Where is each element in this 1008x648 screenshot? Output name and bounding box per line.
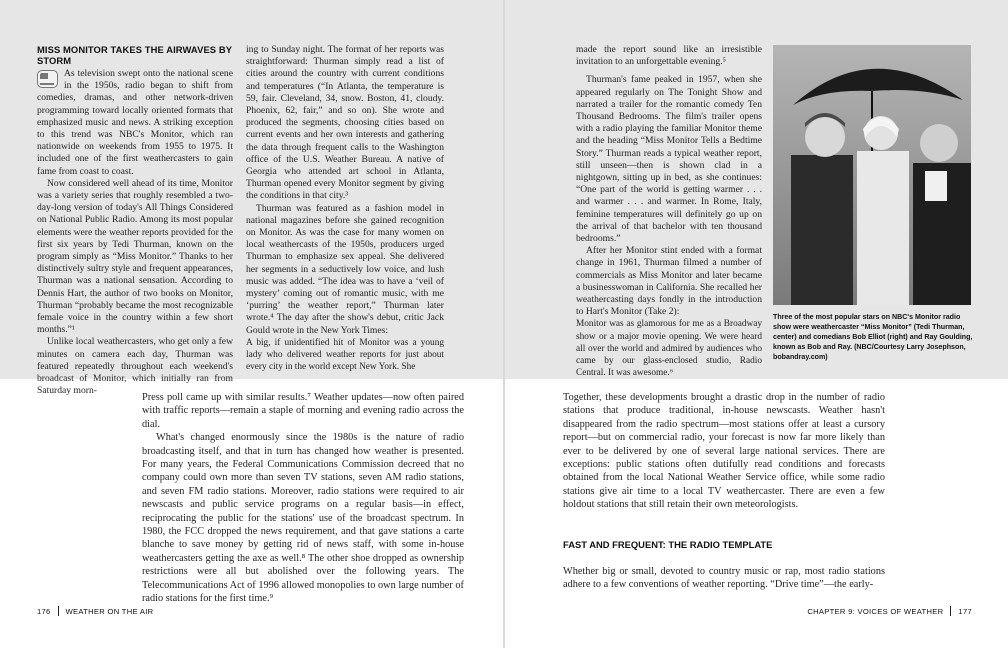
sidebar-paragraph: made the report sound like an irresistible invitation to an unforgettable evening.⁵	[576, 44, 762, 68]
running-head: CHAPTER 9: VOICES OF WEATHER	[807, 607, 944, 616]
page-number: 176	[37, 607, 51, 616]
running-head: WEATHER ON THE AIR	[65, 607, 154, 616]
body-paragraph: What's changed enormously since the 1980s is the nature of radio broadcasting itself, and that in turn has changed how weather is presented. For many years, the Federal Communications Commission decreed that no company could own more than seven TV stations, seven AM radio stations, and seven FM radio stations. Moreover, radio stations were required to air newscasts and public service programs on a regular basis—in effect, reciprocating the public for the stations' use of the broadcast spectrum. In 1980, the FCC dropped the news requirement, and that gave stations a carte blanche to save money by getting rid of news staff, with some in-house weathercasters getting the axe as well.⁸ The other shoe dropped as ownership restrictions were all but abolished over the following years. The Telecommunications Act of 1996 allowed monopolies to own large number of radio stations for the first time.⁹	[142, 432, 464, 605]
sidebar-paragraph: Thurman's fame peaked in 1957, when she appeared regularly on The Tonight Show and narrated a trailer for the romantic comedy Ten Thousand Bedrooms. The film's trailer opens with a radio playing the familiar Monitor theme and the heading “Miss Monitor Tells a Bedtime Story.” Thurman reads a typical weather report, still unseen—then is shown clad in a nightgown, sitting up in bed, as she continues: “One part of the world is getting warmer . . . and warmer . . . and warmer. In Rome, Italy, feminine temperatures will definitely go up on the arrival of that bachelor with ten thousand bedrooms.”	[576, 74, 762, 245]
left-page-body	[142, 391, 464, 606]
sidebar-paragraph: Now considered well ahead of its time, Monitor was a variety series that roughly resembled a two-day-long version of today's All Things Considered on National Public Radio. Among its most popular elements were the weather reports provided for the first six years by Tedi Thurman, known on the program simply as “Miss Monitor.” Thanks to her distinctively sultry style and frequent appearances, Thurman was a national sensation. According to Dennis Hart, the author of two books on Monitor, Thurman “probably became the most recognizable female voice in the country within a few short months.”¹	[37, 177, 233, 336]
right-page-body-continued	[563, 565, 885, 592]
sidebar-paragraph: As television swept onto the national scene in the 1950s, radio began to shift from comedies, dramas, and other network-driven programming toward locally oriented formats that emphasized music and news. A striking exception to this trend was NBC's Monitor, which ran nationwide on weekends from 1955 to 1975. It included one of the first weathercasters to gain fame from coast to coast.	[37, 68, 233, 177]
right-footer	[807, 606, 972, 616]
body-paragraph: Press poll came up with similar results.⁷ Weather updates—now often paired with traffic reports—remain a staple of morning and evening radio across the dial.	[142, 392, 464, 430]
page-number: 177	[958, 607, 972, 616]
footer-divider	[58, 606, 59, 616]
section-subhead: FAST AND FREQUENT: THE RADIO TEMPLATE	[563, 539, 773, 550]
body-paragraph: Together, these developments brought a drastic drop in the number of radio stations that produce traditional, in-house newscasts. Weather hasn't disappeared from the radio spectrum—most stations offer at least a cursory report—but on commercial radio, your forecast is now far more likely than ever to be delivered by one of several large national services. There are exceptions: public stations often dutifully read conditions and forecasts obtained from the local National Weather Service office, while some radio stations give air time to a local TV weathercaster. There are even a few holdout stations that still retain their own meteorologists.	[563, 392, 885, 511]
sidebar-column-1	[37, 68, 233, 397]
photo-caption: Three of the most popular stars on NBC's Monitor radio show were weathercaster “Miss Monitor” (Tedi Thurman, center) and comedians Bob Elliot (right) and Ray Goulding, known as Bob and Ray. (NBC/Courtesy Larry Josephson, bobandray.com)	[773, 313, 973, 361]
footer-divider	[950, 606, 951, 616]
sidebar-column-3	[576, 44, 762, 379]
historical-photo	[773, 45, 971, 305]
left-footer	[37, 606, 153, 616]
book-gutter	[503, 0, 505, 648]
sidebar-paragraph: Thurman was featured as a fashion model in national magazines before she gained recognition on Monitor. As was the case for many women on local weathercasts of the 1950s, producers urged Thurman to emphasize sex appeal. She delivered her segments in a seductively low voice, and lush music was added. “The idea was to have a ‘veil of mystery’ coming out of romantic music, with me ‘purring’ the weather report,” Thurman later wrote.⁴ The day after the show's debut, critic Jack Gould wrote in the New York Times:	[246, 202, 444, 336]
sidebar-column-2	[246, 44, 444, 373]
sidebar-title: MISS MONITOR TAKES THE AIRWAVES BY STORM	[37, 44, 232, 66]
sidebar-paragraph: Unlike local weathercasters, who get only a few minutes on camera each day, Thurman was featured repeatedly throughout each weekend's broadcast of Monitor, which initially ran from Saturday morn-	[37, 336, 233, 397]
sidebar-paragraph: After her Monitor stint ended with a format change in 1961, Thurman filmed a number of commercials as Miss Monitor and later became a businesswoman in California. She recalled her weathercasting days fondly in the introduction to Hart's Monitor (Take 2):	[576, 245, 762, 318]
body-paragraph: Whether big or small, devoted to country music or rap, most radio stations adhere to a few conventions of weather reporting. “Drive time”—the early-	[563, 566, 885, 591]
monitor-icon	[37, 70, 58, 88]
sidebar-blockquote: A big, if unidentified hit of Monitor was a young lady who delivered weather reports for just about every city in the world except New York. She	[246, 337, 444, 373]
sidebar-paragraph: ing to Sunday night. The format of her reports was straightforward: Thurman simply read a list of cities around the country with current conditions and temperatures (“In Atlanta, the temperature is 59, fair. Cleveland, 34, snow. Boston, 41, cloudy. Phoenix, 62, fair,” and so on). She wrote and produced the segments, choosing cities based on current events and her own interests and gathering the data through frequent calls to the Washington office of the U.S. Weather Bureau. A native of Georgia who attended art school in Atlanta, Thurman opened every Monitor segment by giving the conditions in that city.³	[246, 44, 444, 202]
sidebar-blockquote: Monitor was as glamorous for me as a Broadway show or a major movie opening. We were heard all over the world and admired by audiences who came by our glass-enclosed studio, Radio Central. It was awesome.⁶	[576, 319, 762, 379]
right-page-body	[563, 391, 885, 512]
photo-illustration	[773, 45, 971, 305]
